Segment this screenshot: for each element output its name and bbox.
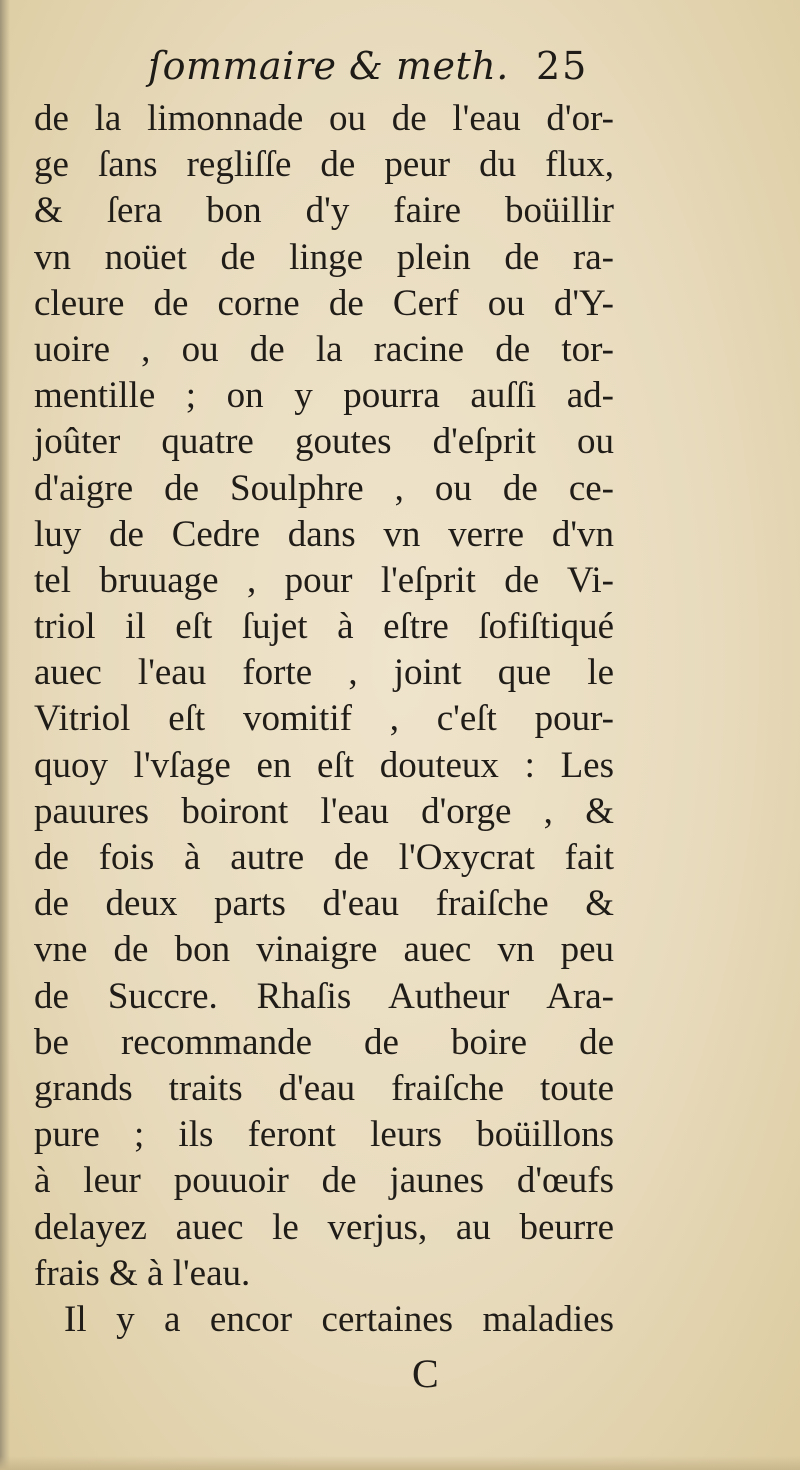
- text-line: de deux parts d'eau fraiſche &: [34, 883, 614, 925]
- text-line: frais & à l'eau.: [34, 1252, 251, 1294]
- text-line: auec l'eau forte , joint que le: [34, 652, 614, 694]
- page-bottom-edge: [0, 1456, 800, 1470]
- text-line: luy de Cedre dans vn verre d'vn: [34, 513, 614, 555]
- text-line: vne de bon vinaigre auec vn peu: [34, 929, 614, 971]
- page-header: [0, 38, 800, 98]
- page-number: 25: [536, 44, 589, 88]
- text-line: Vitriol eſt vomitif , c'eſt pour-: [34, 698, 614, 740]
- text-line: de la limonnade ou de l'eau d'or-: [34, 98, 614, 139]
- body-text: [34, 96, 614, 1343]
- text-line: mentille ; on y pourra auſſi ad-: [34, 375, 614, 417]
- text-line: Il y a encor certaines maladies: [64, 1298, 614, 1340]
- page-gutter-shadow: [0, 0, 10, 1470]
- text-line: pauures boiront l'eau d'orge , &: [34, 790, 614, 832]
- text-line: ge ſans regliſſe de peur du flux,: [34, 144, 614, 186]
- running-head: ſommaire & meth.: [148, 44, 509, 88]
- text-line: quoy l'vſage en eſt douteux : Les: [34, 744, 614, 786]
- signature-mark: C: [412, 1351, 439, 1396]
- text-line: tel bruuage , pour l'eſprit de Vi-: [34, 559, 614, 601]
- text-line: & ſera bon d'y faire boüillir: [34, 190, 614, 232]
- text-line: vn noüet de linge plein de ra-: [34, 236, 614, 278]
- text-line: uoire , ou de la racine de tor-: [34, 328, 614, 370]
- text-line: delayez auec le verjus, au beurre: [34, 1206, 614, 1248]
- text-line: de Succre. Rhaſis Autheur Ara-: [34, 975, 614, 1017]
- text-line: cleure de corne de Cerf ou d'Y-: [34, 282, 614, 324]
- text-line: d'aigre de Soulphre , ou de ce-: [34, 467, 614, 509]
- text-line: triol il eſt ſujet à eſtre ſofiſtiqué: [34, 606, 614, 648]
- text-line: grands traits d'eau fraiſche toute: [34, 1067, 614, 1109]
- text-line: de fois à autre de l'Oxycrat fait: [34, 837, 614, 878]
- text-line: à leur pouuoir de jaunes d'œufs: [34, 1160, 614, 1202]
- text-line: be recommande de boire de: [34, 1021, 614, 1063]
- text-line: joûter quatre goutes d'eſprit ou: [34, 421, 614, 463]
- text-line: pure ; ils feront leurs boüillons: [34, 1114, 614, 1156]
